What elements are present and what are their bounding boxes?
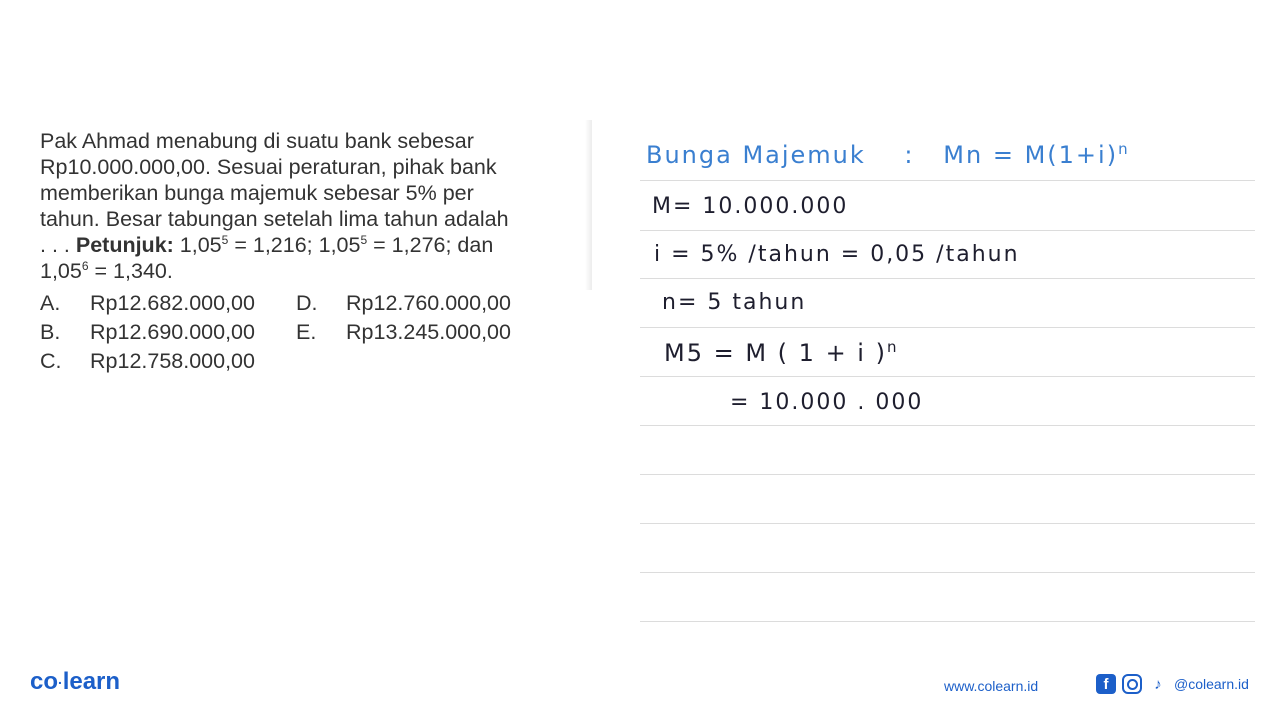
option-letter: D. — [296, 290, 318, 315]
option-e[interactable] — [296, 319, 552, 345]
ruled-line — [640, 474, 1255, 475]
hint-2-base: 1,05 — [318, 233, 361, 257]
panel-divider — [585, 120, 592, 290]
option-value: Rp12.690.000,00 — [90, 319, 255, 344]
notes-formula-text: M5 = M ( 1 + i ) — [664, 339, 887, 367]
ruled-line — [640, 425, 1255, 426]
instagram-icon[interactable] — [1122, 674, 1142, 694]
option-value: Rp12.760.000,00 — [346, 290, 511, 315]
option-letter: C. — [40, 348, 62, 373]
question-line: Rp10.000.000,00. Sesuai peraturan, pihak bank — [40, 155, 497, 179]
question-text — [40, 128, 588, 375]
notes-formula-exponent: n — [886, 338, 899, 356]
ruled-line — [640, 572, 1255, 573]
ruled-line — [640, 523, 1255, 524]
notes-title-text: Bunga Majemuk — [646, 141, 866, 169]
social-handle[interactable]: @colearn.id — [1174, 676, 1249, 692]
hint-2-exp: 5 — [360, 232, 368, 247]
hint-2-value: = 1,276; dan — [373, 233, 494, 257]
hint-3-value: = 1,340. — [94, 259, 173, 283]
question-line: Pak Ahmad menabung di suatu bank sebesar — [40, 129, 474, 153]
social-links — [1096, 674, 1249, 694]
notes-line-rate: i = 5% /tahun = 0,05 /tahun — [654, 242, 1020, 267]
hint-3-base: 1,05 — [40, 259, 82, 283]
handwritten-notes — [640, 120, 1255, 630]
notes-line-principal: M= 10.000.000 — [652, 194, 849, 219]
hint-line — [40, 258, 588, 284]
ruled-line — [640, 376, 1255, 377]
hint-label: Petunjuk: — [75, 233, 174, 257]
colearn-logo — [30, 668, 120, 696]
notes-title-colon: : — [904, 141, 915, 169]
hint-1-value: = 1,216; — [234, 233, 313, 257]
option-value: Rp12.682.000,00 — [90, 290, 255, 315]
ruled-line — [640, 621, 1255, 622]
website-link[interactable]: www.colearn.id — [944, 678, 1039, 694]
option-letter: A. — [40, 290, 61, 315]
notes-line-result: = 10.000 . 000 — [730, 390, 924, 415]
option-value: Rp12.758.000,00 — [90, 348, 255, 373]
hint-3-exp: 6 — [81, 258, 89, 273]
notes-line-years: n= 5 tahun — [662, 290, 807, 315]
hint-1-exp: 5 — [221, 232, 229, 247]
ruled-line — [640, 278, 1255, 279]
notes-line-formula — [664, 338, 898, 367]
ellipsis: . . . — [40, 233, 70, 257]
option-letter: B. — [40, 319, 61, 344]
logo-left: co — [30, 668, 59, 695]
logo-right: learn — [62, 668, 121, 695]
option-a[interactable] — [40, 290, 296, 316]
question-line: tahun. Besar tabungan setelah lima tahun adalah — [40, 207, 509, 231]
facebook-icon[interactable]: f — [1096, 674, 1116, 694]
ruled-line — [640, 230, 1255, 231]
ruled-line — [640, 327, 1255, 328]
answer-options — [40, 288, 588, 375]
notes-title — [646, 140, 1130, 169]
option-b[interactable] — [40, 319, 296, 345]
hint-line — [40, 232, 588, 258]
option-c[interactable] — [40, 348, 296, 374]
option-value: Rp13.245.000,00 — [346, 319, 511, 344]
option-d[interactable] — [296, 290, 552, 316]
tiktok-icon[interactable]: ♪ — [1154, 675, 1162, 693]
option-letter: E. — [296, 319, 317, 344]
notes-title-exponent: n — [1118, 140, 1130, 158]
ruled-line — [640, 180, 1255, 181]
question-line: memberikan bunga majemuk sebesar 5% per — [40, 181, 474, 205]
logo-dot: · — [58, 674, 63, 691]
notes-title-formula: Mn = M(1+i) — [943, 141, 1119, 169]
hint-1-base: 1,05 — [179, 233, 222, 257]
